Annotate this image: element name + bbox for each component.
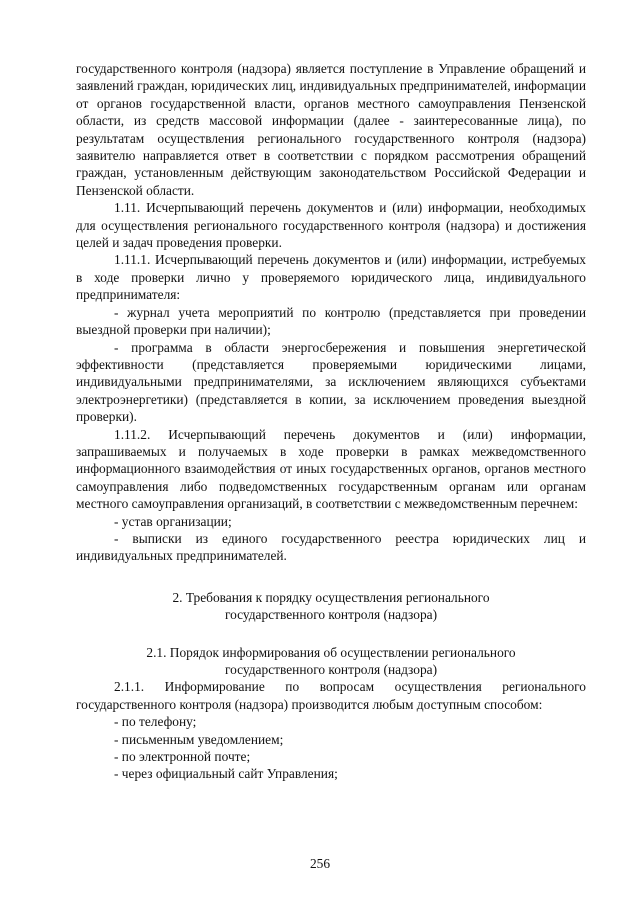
section-heading-2-line2: государственного контроля (надзора) xyxy=(224,607,438,623)
spacer xyxy=(76,624,586,644)
list-item-energy-program: - программа в области энергосбережения и повышения энергетической эффективности (представляется проверяемыми юридическими лицами, индивидуальными предпринимателями, за исключением являющихся субъектами электроэнергетики) (представляется в копии, за исключением проведения выездной проверки). xyxy=(76,339,586,425)
spacer xyxy=(76,565,586,589)
list-item-phone: - по телефону; xyxy=(114,714,197,730)
list-item-charter: - устав организации; xyxy=(114,513,232,529)
list-item-registry-extract: - выписки из единого государственного реестра юридических лиц и индивидуальных предпринимателей. xyxy=(76,530,586,564)
paragraph-1-11-2: 1.11.2. Исчерпывающий перечень документов и (или) информации, запрашиваемых и получаемых в ходе проверки в рамках межведомственного информационного взаимодействия от иных государственных органов, органов местного самоуправления либо подведомственных государственным органам или органам местного самоуправления организаций, в соответствии с межведомственным перечнем: xyxy=(76,426,586,512)
paragraph-1-11: 1.11. Исчерпывающий перечень документов и (или) информации, необходимых для осуществления регионального государственного контроля (надзора) и достижения целей и задач проведения проверки. xyxy=(76,200,586,251)
list-item-website: - через официальный сайт Управления; xyxy=(114,766,338,782)
section-heading-2-1 xyxy=(76,644,586,679)
document-page xyxy=(76,60,586,783)
paragraph-1-11-1: 1.11.1. Исчерпывающий перечень документов и (или) информации, истребуемых в ходе проверки лично у проверяемого юридического лица, индивидуального предпринимателя: xyxy=(76,252,586,303)
paragraph-2-1-1: 2.1.1. Информирование по вопросам осуществления регионального государственного контроля (надзора) производится любым доступным способом: xyxy=(76,679,586,712)
section-heading-2-1-line2: государственного контроля (надзора) xyxy=(224,662,438,677)
paragraph-intro-continuation: государственного контроля (надзора) является поступление в Управление обращений и заявлений граждан, юридических лиц, индивидуальных предпринимателей, информации от органов государственной власти, органов местного самоуправления Пензенской области, из средств массовой информации (далее - заинтересованные лица), по результатам осуществления регионального государственного контроля (надзора) заявителю направляется ответ в соответствии с порядком рассмотрения обращений граждан, установленным действующим законодательством Российской Федерации и Пензенской области. xyxy=(76,61,586,198)
section-heading-2 xyxy=(76,589,586,624)
page-number: 256 xyxy=(309,856,331,871)
list-item-email: - по электронной почте; xyxy=(114,749,251,765)
section-heading-2-line1: 2. Требования к порядку осуществления регионального xyxy=(172,589,490,605)
list-item-written-notice: - письменным уведомлением; xyxy=(114,731,284,747)
list-item-journal: - журнал учета мероприятий по контролю (представляется при проведении выездной проверки при наличии); xyxy=(76,304,586,338)
section-heading-2-1-line1: 2.1. Порядок информирования об осуществлении регионального xyxy=(146,644,516,660)
